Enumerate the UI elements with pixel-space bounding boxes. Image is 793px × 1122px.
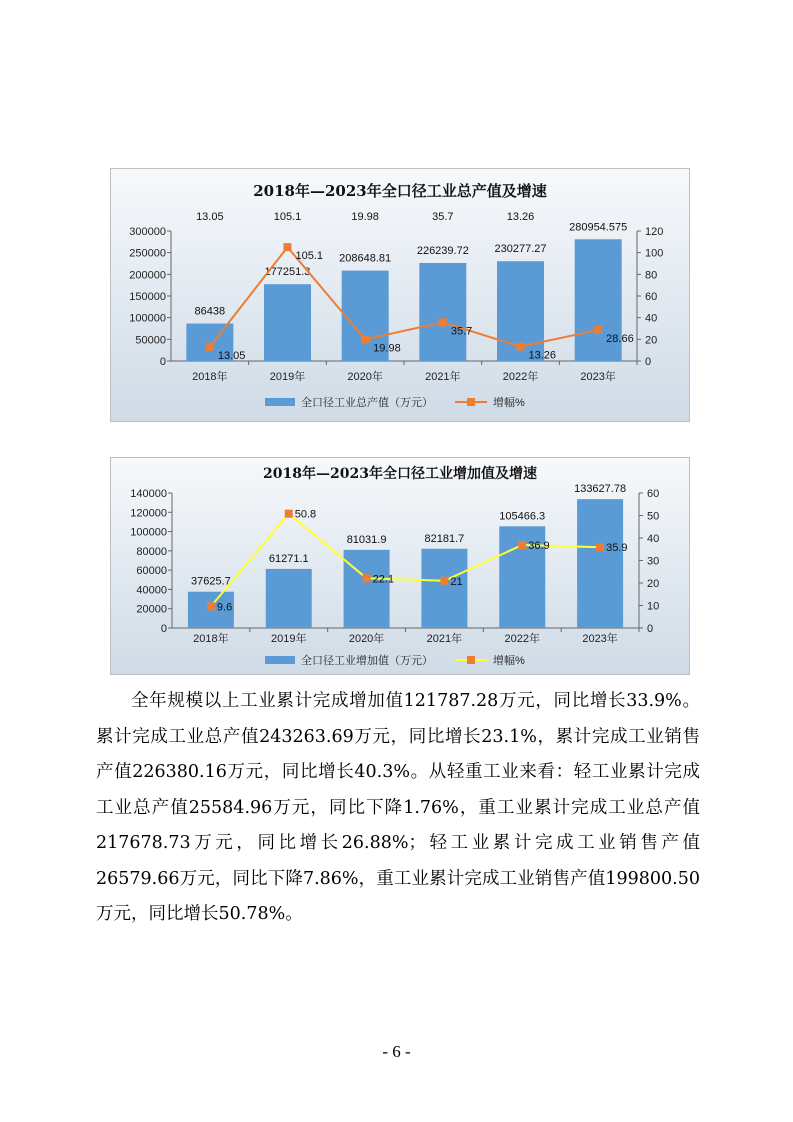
legend-line-label: 增幅%	[493, 655, 525, 667]
bar-value-label: 82181.7	[424, 532, 465, 545]
left-axis-tick-label: 200000	[129, 269, 166, 282]
bar	[419, 263, 466, 361]
page-number: - 6 -	[382, 1042, 411, 1061]
chart-title: 2018年—2023年全口径工业增加值及增速	[263, 466, 537, 482]
bar	[264, 284, 311, 361]
category-label: 2022年	[502, 371, 539, 383]
right-axis-tick-label: 40	[645, 312, 658, 325]
right-axis-tick-label: 80	[645, 269, 658, 282]
category-label: 2018年	[192, 371, 228, 383]
top-label: 105.1	[273, 211, 302, 223]
line-value-label: 19.98	[373, 342, 401, 355]
legend-bar-label: 全口径工业增加值（万元）	[301, 655, 433, 667]
right-axis-tick-label: 120	[645, 226, 664, 238]
left-axis-tick-label: 250000	[129, 247, 166, 260]
line-value-label: 50.8	[294, 508, 317, 521]
bar	[577, 499, 623, 628]
bar-value-label: 37625.7	[191, 575, 231, 588]
line-value-label: 13.05	[217, 349, 246, 362]
left-axis-tick-label: 0	[159, 356, 166, 368]
left-axis-tick-label: 40000	[136, 584, 167, 597]
line-marker	[594, 326, 602, 334]
right-axis-tick-label: 60	[647, 488, 660, 500]
top-label: 13.05	[196, 211, 224, 223]
left-axis-tick-label: 80000	[136, 545, 167, 558]
left-axis-tick-label: 60000	[136, 565, 167, 578]
line-value-label: 22.1	[372, 573, 395, 586]
bar-value-label: 61271.1	[268, 552, 309, 565]
bar	[266, 569, 312, 628]
left-axis-tick-label: 100000	[129, 312, 166, 325]
bar-value-label: 280954.575	[569, 221, 628, 234]
line-marker	[439, 318, 447, 326]
top-label: 13.26	[506, 211, 535, 223]
right-axis-tick-label: 30	[647, 555, 660, 568]
bar-value-label: 208648.81	[339, 252, 392, 265]
right-axis-tick-label: 60	[645, 291, 658, 303]
left-axis-tick-label: 100000	[130, 526, 167, 539]
left-axis-tick-label: 50000	[135, 334, 166, 347]
category-label: 2021年	[426, 633, 463, 645]
right-axis-tick-label: 0	[647, 623, 654, 635]
left-axis-tick-label: 140000	[130, 488, 167, 500]
legend-line-marker	[467, 398, 475, 406]
right-axis-tick-label: 50	[647, 510, 660, 523]
bar-value-label: 105466.3	[499, 510, 546, 523]
bar	[344, 550, 390, 628]
line-marker	[517, 343, 525, 351]
left-axis-tick-label: 120000	[130, 507, 167, 520]
industrial-output-chart-svg	[111, 169, 689, 421]
left-axis-tick-label: 150000	[129, 291, 166, 303]
bar-value-label: 226239.72	[416, 244, 469, 257]
right-axis-tick-label: 10	[647, 600, 660, 613]
line-marker	[284, 243, 292, 251]
line-value-label: 35.7	[450, 325, 473, 338]
category-label: 2021年	[425, 371, 461, 383]
bar-value-label: 133627.78	[574, 483, 627, 496]
category-label: 2020年	[348, 633, 385, 645]
industrial-value-added-chart-svg	[111, 458, 689, 674]
left-axis-tick-label: 0	[160, 623, 167, 635]
top-label: 35.7	[432, 211, 454, 223]
line-marker	[361, 335, 369, 343]
category-label: 2020年	[347, 371, 383, 383]
line-value-label: 28.66	[606, 332, 634, 345]
right-axis-tick-label: 40	[647, 533, 660, 545]
line-value-label: 21	[450, 575, 463, 588]
bar-value-label: 86438	[194, 305, 226, 318]
left-axis-tick-label: 300000	[129, 226, 166, 238]
line-marker	[596, 543, 604, 551]
top-label: 19.98	[351, 211, 379, 223]
industrial-value-added-chart	[110, 457, 690, 675]
bar	[421, 549, 467, 628]
legend-bar-swatch	[265, 656, 295, 664]
bar-value-label: 81031.9	[346, 533, 387, 546]
line-marker	[285, 510, 293, 518]
line-marker	[440, 577, 448, 585]
legend-bar-label: 全口径工业总产值（万元）	[301, 397, 433, 409]
line-value-label: 105.1	[295, 250, 324, 263]
body-text	[96, 684, 700, 933]
body-paragraph: 全年规模以上工业累计完成增加值121787.28万元，同比增长33.9%。累计完成工业总产值243263.69万元，同比增长23.1%，累计完成工业销售产值226380.16万元，同比增长40.3%。从轻重工业来看：轻工业累计完成工业总产值25584.96万元，同比下降1.76%，重工业累计完成工业总产值217678.73万元，同比增长26.88%；轻工业累计完成工业销售产值26579.66万元，同比下降7.86%，重工业累计完成工业销售产值199800.50万元，同比增长50.78%。	[96, 691, 700, 924]
legend-bar-swatch	[265, 398, 295, 406]
bar-value-label: 230277.27	[494, 243, 547, 256]
category-label: 2019年	[271, 633, 307, 645]
bar-value-label: 177251.3	[264, 266, 311, 279]
line-marker	[207, 602, 215, 610]
chart-title: 2018年—2023年全口径工业总产值及增速	[253, 182, 547, 200]
line-marker	[206, 343, 214, 351]
legend-line-label: 增幅%	[493, 397, 525, 409]
left-axis-tick-label: 20000	[136, 603, 167, 616]
line-marker	[518, 541, 526, 549]
right-axis-tick-label: 20	[647, 578, 660, 590]
line-value-label: 36.9	[528, 539, 550, 552]
right-axis-tick-label: 100	[645, 247, 664, 260]
industrial-output-chart	[110, 168, 690, 422]
line-value-label: 13.26	[528, 349, 557, 362]
right-axis-tick-label: 0	[645, 356, 652, 368]
line-value-label: 9.6	[216, 601, 233, 614]
category-label: 2019年	[269, 371, 306, 383]
category-label: 2023年	[580, 371, 616, 383]
category-label: 2023年	[582, 633, 618, 645]
line-marker	[363, 574, 371, 582]
line-value-label: 35.9	[606, 542, 628, 555]
category-label: 2022年	[504, 633, 540, 645]
legend-line-marker	[467, 656, 475, 664]
right-axis-tick-label: 20	[645, 334, 658, 347]
category-label: 2018年	[193, 633, 229, 645]
